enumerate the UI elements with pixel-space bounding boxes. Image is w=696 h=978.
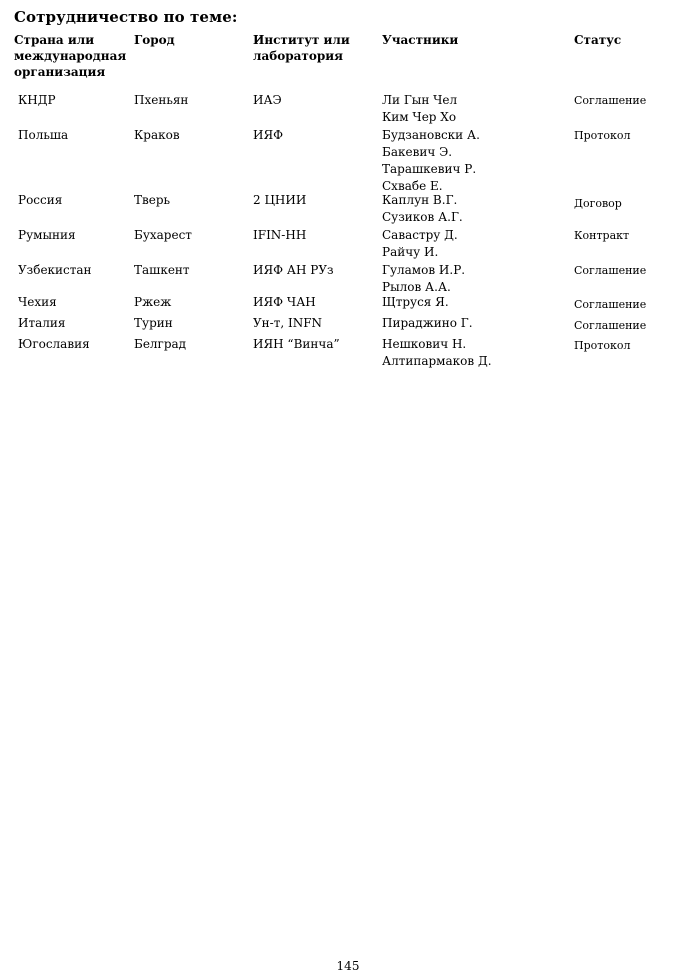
participant-name: Алтипармаков Д. bbox=[382, 354, 492, 368]
participant-name: Сузиков А.Г. bbox=[382, 210, 463, 224]
participant-name: Тарашкевич Р. bbox=[382, 162, 477, 176]
institute-cell: IFIN-HH bbox=[253, 228, 307, 242]
participant-name: Райчу И. bbox=[382, 245, 439, 259]
city-cell: Краков bbox=[134, 128, 180, 142]
country-cell: Румыния bbox=[18, 228, 76, 242]
institute-cell: ИЯФ bbox=[253, 128, 284, 142]
header-country: Страна или международная организация bbox=[14, 33, 127, 79]
country-cell: Югославия bbox=[18, 337, 90, 351]
city-cell: Тверь bbox=[134, 193, 171, 207]
participant-name: Схвабе Е. bbox=[382, 179, 443, 193]
participant-name: Каплун В.Г. bbox=[382, 193, 458, 207]
status-cell: Протокол bbox=[574, 339, 631, 352]
country-cell: Чехия bbox=[18, 295, 57, 309]
institute-cell: ИАЭ bbox=[253, 93, 282, 107]
status-cell: Соглашение bbox=[574, 319, 647, 332]
participants-cell bbox=[382, 294, 449, 311]
city-cell: Белград bbox=[134, 337, 187, 351]
status-cell: Соглашение bbox=[574, 298, 647, 311]
participants-cell bbox=[382, 192, 463, 226]
header-city: Город bbox=[134, 33, 175, 47]
country-cell: Италия bbox=[18, 316, 66, 330]
header-participants: Участники bbox=[382, 33, 459, 47]
status-cell: Протокол bbox=[574, 129, 631, 142]
participants-cell bbox=[382, 262, 465, 296]
page-number: 145 bbox=[336, 959, 360, 973]
institute-cell: ИЯФ ЧАН bbox=[253, 295, 316, 309]
participants-cell bbox=[382, 336, 492, 370]
city-cell: Ташкент bbox=[134, 263, 190, 277]
participants-cell bbox=[382, 92, 457, 126]
city-cell: Пхеньян bbox=[134, 93, 189, 107]
participant-name: Будзановски А. bbox=[382, 128, 480, 142]
institute-cell: ИЯН “Винча” bbox=[253, 337, 340, 351]
institute-cell: 2 ЦНИИ bbox=[253, 193, 307, 207]
participants-cell bbox=[382, 127, 480, 195]
header-status: Статус bbox=[574, 33, 622, 47]
status-cell: Договор bbox=[574, 197, 622, 210]
participant-name: Нешкович Н. bbox=[382, 337, 467, 351]
institute-cell: Ун-т, INFN bbox=[253, 316, 323, 330]
participant-name: Щтруся Я. bbox=[382, 295, 449, 309]
city-cell: Турин bbox=[134, 316, 173, 330]
status-cell: Контракт bbox=[574, 229, 630, 242]
participant-name: Пираджино Г. bbox=[382, 316, 473, 330]
participant-name: Ли Гын Чел bbox=[382, 93, 458, 107]
country-cell: Россия bbox=[18, 193, 63, 207]
city-cell: Бухарест bbox=[134, 228, 192, 242]
page-title: Сотрудничество по теме: bbox=[14, 8, 238, 26]
country-cell: Узбекистан bbox=[18, 263, 92, 277]
country-cell: КНДР bbox=[18, 93, 56, 107]
header-institute: Институт или лаборатория bbox=[253, 33, 350, 63]
status-cell: Соглашение bbox=[574, 94, 647, 107]
participant-name: Рылов А.А. bbox=[382, 280, 451, 294]
participant-name: Савастру Д. bbox=[382, 228, 458, 242]
status-cell: Соглашение bbox=[574, 264, 647, 277]
participant-name: Гуламов И.Р. bbox=[382, 263, 466, 277]
institute-cell: ИЯФ АН РУз bbox=[253, 263, 334, 277]
participant-name: Бакевич Э. bbox=[382, 145, 453, 159]
city-cell: Ржеж bbox=[134, 295, 172, 309]
participants-cell bbox=[382, 315, 473, 332]
country-cell: Польша bbox=[18, 128, 69, 142]
participants-cell bbox=[382, 227, 458, 261]
participant-name: Ким Чер Хо bbox=[382, 110, 457, 124]
